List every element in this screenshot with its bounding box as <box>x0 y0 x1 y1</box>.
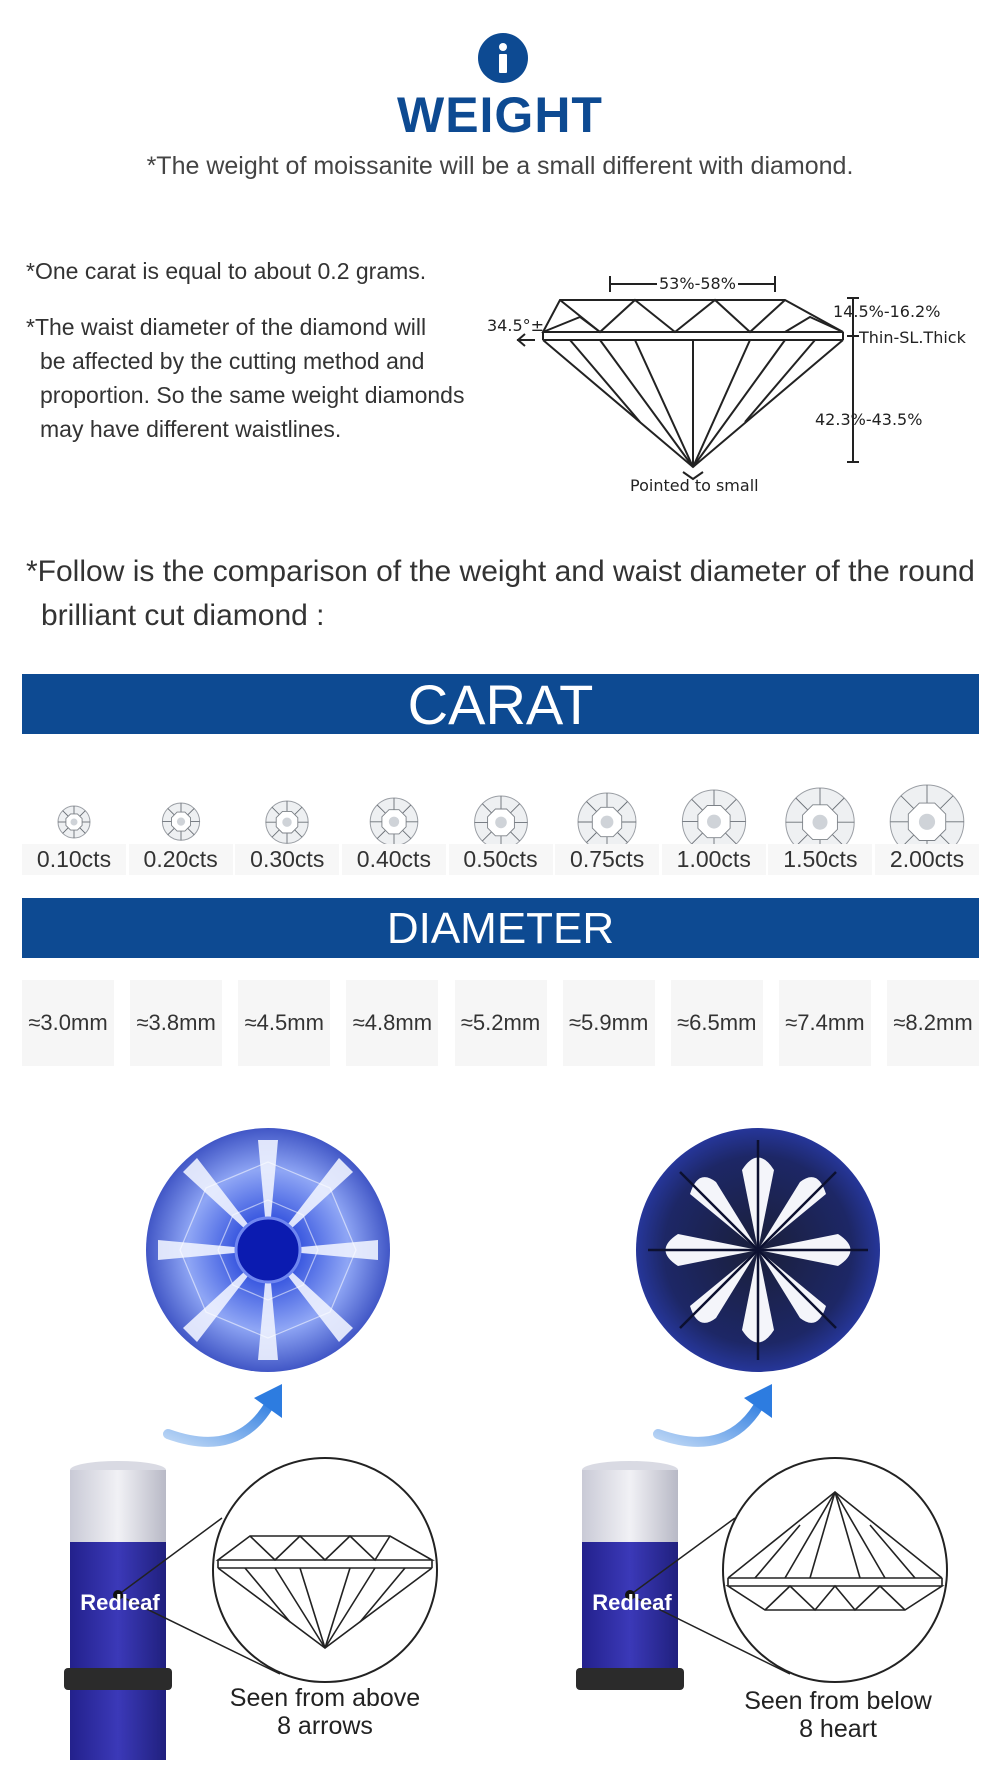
carat-label: 0.10cts <box>22 844 126 875</box>
hearts-arrows-graphic <box>0 1100 1000 1760</box>
caption-above <box>205 1684 445 1740</box>
waist-note-first-line: The waist diameter of the diamond will <box>34 314 427 340</box>
carat-item <box>22 760 126 880</box>
hearts-pattern-gem <box>636 1128 880 1372</box>
diameter-value: ≈6.5mm <box>671 980 763 1066</box>
diameter-value: ≈3.8mm <box>130 980 222 1066</box>
diameter-value: ≈4.5mm <box>238 980 330 1066</box>
hearts-arrows-section <box>0 1100 1000 1760</box>
diamond-icon <box>264 799 310 845</box>
diameter-value: ≈5.9mm <box>563 980 655 1066</box>
comparison-statement <box>26 550 986 638</box>
arrows-pattern-gem <box>146 1128 390 1372</box>
carat-label: 0.75cts <box>555 844 659 875</box>
carat-label: 2.00cts <box>875 844 979 875</box>
hearts-arrows-viewer-right <box>576 1461 684 1690</box>
page-subtitle: *The weight of moissanite will be a small different with diamond. <box>146 152 854 180</box>
carat-item <box>768 760 872 880</box>
brand-label-right: Redleaf <box>592 1590 672 1615</box>
carat-label: 1.50cts <box>768 844 872 875</box>
caption-above-line-2: 8 arrows <box>277 1712 373 1740</box>
curved-arrow-icon <box>168 1384 772 1442</box>
diamond-icon <box>368 796 420 848</box>
waist-note <box>26 310 476 446</box>
diameter-value: ≈5.2mm <box>455 980 547 1066</box>
carat-note: *One carat is equal to about 0.2 grams. <box>26 258 427 284</box>
diamond-outline-graphic <box>475 262 975 502</box>
diamond-proportion-diagram <box>475 262 975 502</box>
carat-item <box>342 760 446 880</box>
comparison-line-2: brilliant cut diamond : <box>41 599 325 632</box>
girdle-label: Thin-SL.Thick <box>859 328 966 347</box>
culet-label: Pointed to small <box>630 476 759 495</box>
comparison-line-1: *Follow is the comparison of the weight and waist diameter of the round <box>26 555 975 588</box>
pavilion-depth-label: 42.3%-43.5% <box>815 410 923 429</box>
carat-label: 0.30cts <box>235 844 339 875</box>
carat-label: 0.50cts <box>449 844 553 875</box>
diameter-row <box>22 980 979 1068</box>
crown-height-label: 14.5%-16.2% <box>833 302 941 321</box>
carat-stone-row <box>22 760 979 880</box>
diameter-value: ≈8.2mm <box>887 980 979 1066</box>
carat-item <box>662 760 766 880</box>
brand-label-left: Redleaf <box>80 1590 160 1615</box>
crown-angle-label: 34.5°± <box>487 316 545 335</box>
page-title: WEIGHT <box>397 87 603 143</box>
caption-below-line-1: Seen from below <box>744 1687 932 1715</box>
carat-item <box>129 760 233 880</box>
table-range-label: 53%-58% <box>659 274 736 293</box>
carat-label: 1.00cts <box>662 844 766 875</box>
carat-header-band: CARAT <box>22 674 979 734</box>
waist-note-rest: be affected by the cutting method and proportion. So the same weight diamonds may have different waistlines. <box>40 348 465 442</box>
diameter-value: ≈4.8mm <box>346 980 438 1066</box>
caption-above-line-1: Seen from above <box>229 1684 421 1712</box>
diameter-header-band: DIAMETER <box>22 898 979 958</box>
diameter-value: ≈7.4mm <box>779 980 871 1066</box>
carat-item <box>875 760 979 880</box>
diamond-icon <box>56 804 92 840</box>
carat-label: 0.40cts <box>342 844 446 875</box>
carat-item <box>235 760 339 880</box>
caption-below <box>718 1687 958 1743</box>
caption-below-line-2: 8 heart <box>799 1715 877 1743</box>
diamond-icon <box>160 801 201 842</box>
carat-item <box>449 760 553 880</box>
info-icon <box>478 33 528 83</box>
waist-note-star: * <box>26 314 35 340</box>
carat-label: 0.20cts <box>129 844 233 875</box>
carat-item <box>555 760 659 880</box>
diameter-value: ≈3.0mm <box>22 980 114 1066</box>
diamond-icon <box>472 794 529 851</box>
